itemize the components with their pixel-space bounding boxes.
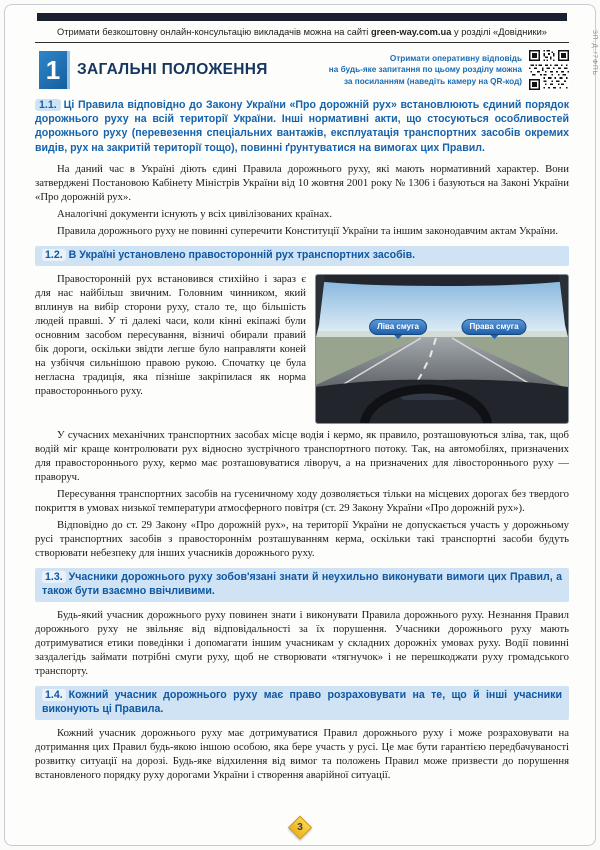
lane-label-right: Права смуга (461, 319, 526, 335)
paragraph-know-rules: Будь-який учасник дорожнього руху повинен знати і виконувати Правила дорожнього руху. Незнання Правил дорожнього руху не звільняє від відповідальності за їх порушення. Учасники дорожнього руху мають дотримуватися етики поведінки і допомагати іншим учасникам у складних дорожніх умовах руху. Водії повинні заздалегідь займати потрібні смуги руху, щоб не створювати «тягнучок» і не перешкоджати руху громадського транспорту. (35, 608, 569, 677)
chapter-title: ЗАГАЛЬНІ ПОЛОЖЕННЯ (77, 61, 268, 78)
section-1-3 (35, 568, 569, 602)
paragraph-mutual-expectation: Кожний учасник дорожнього руху має дотримуватися Правил дорожнього руху і може розраховувати на дотримання цих Правил будь-якою іншою особою, яка бере участь у русі. Це має бути гарантією передбачуваності розвитку ситуації на дорозі. Будь-яке відхилення від вимог та положень Правил може призвести до порушення встановленого порядку руху дорогами України і створення аварійної ситуації. (35, 726, 569, 781)
qr-note-line-3: за посиланням (наведіть камеру на QR-код) (343, 76, 522, 86)
road-photo-illustration (316, 275, 568, 423)
top-notice-pre: Отримати безкоштовну онлайн-консультацію викладачів можна на сайті (57, 27, 371, 37)
top-decorative-bar (37, 13, 567, 21)
section-1-3-title: Учасники дорожнього руху зобов'язані знати й неухильно виконувати вимоги цих Правил, а також бути взаємно ввічливими. (42, 570, 562, 597)
section-1-4-number: 1.4. (42, 689, 66, 701)
paragraph-analogous-docs: Аналогічні документи існують у всіх цивілізованих країнах. (57, 207, 333, 220)
section-1-1 (35, 98, 569, 155)
header-rule (35, 42, 569, 43)
section-1-2-number: 1.2. (42, 249, 66, 261)
top-notice-post: у розділі «Довідники» (451, 27, 547, 37)
section-1-3-number: 1.3. (42, 571, 66, 583)
qr-code-icon (529, 50, 569, 90)
side-print-code: ЗП.Д./7ФПЬ (591, 30, 598, 76)
page-number: 3 (297, 822, 303, 833)
top-notice (35, 26, 569, 42)
qr-note-line-2: на будь-яке запитання по цьому розділу можна (328, 65, 522, 75)
paragraph-steering-position: У сучасних механічних транспортних засобах місце водія і кермо, як правило, розташовуються зліва, так, щоб водій міг краще контролювати рух відносно зустрічного транспортного потоку. Так, на автомобілях, призначених для правостороннього руху, кермо має розташовуватися ліворуч, а на призначених для лівостороннього руху — праворуч. (35, 428, 569, 483)
page-sheet (4, 4, 596, 846)
lane-label-left: Ліва смуга (369, 319, 427, 335)
road-figure (315, 274, 569, 424)
qr-note-line-1: Отримати оперативну відповідь (389, 54, 522, 64)
paragraph-tracked-vehicles: Пересування транспортних засобів на гусеничному ходу дозволяється тільки на місцевих дорогах без твердого покриття в умовах низької температури атмосферного повітря (ст. 29 Закону України «Про дорожній рух»). (35, 487, 569, 514)
paragraph-right-hand-history: Правосторонній рух встановився стихійно і зараз є для нас найбільш звичним. Головним чинником, який вплинув на вибір сторони руху, стало те, що більшість людей правші. У ті далекі часи, коли кінні екіпажі були основним засобом пересування, візничі обирали правий бік дороги, оскільки звідти легше було направляти коней на узбіччя сильнішою правою рукою. Спочатку це була негласна традиція, яка пізніше закріпилася як норма правостороннього руху. (35, 272, 306, 397)
paragraph-constitution: Правила дорожнього руху не повинні суперечити Конституції України та іншим законодавчим актам України. (57, 224, 559, 237)
section-1-4-title: Кожний учасник дорожнього руху має право розраховувати на те, що й інші учасники виконують ці Правила. (42, 688, 562, 715)
chapter-number-tile: 1 (39, 51, 67, 89)
section-1-1-text: Ці Правила відповідно до Закону України «Про дорожній рух» встановлюють єдиний порядок дорожнього руху на всій території України. Інші нормативні акти, що стосуються особливостей дорожнього руху (перевезення спеціальних вантажів, експлуатація транспортних засобів окремих видів, рух на закритій території тощо), повинні ґрунтуватися на вимогах цих Правил. (35, 99, 569, 154)
section-1-2 (35, 246, 569, 266)
paragraph-right-steering-ban: Відповідно до ст. 29 Закону «Про дорожній рух», на території України не допускається участь у дорожньому русі транспортних засобів з правостороннім розташуванням керма, оскільки такі транспортні засоби будуть створювати небезпеку для інших учасників дорожнього руху. (35, 518, 569, 559)
qr-block (329, 50, 569, 90)
section-1-4 (35, 686, 569, 720)
qr-note (329, 53, 522, 86)
site-link[interactable]: green-way.com.ua (370, 27, 452, 37)
paragraph-rules-basis: На даний час в Україні діють єдині Правила дорожнього руху, які мають нормативний характер. Вони затверджені Постановою Кабінету Міністрів України від 10 жовтня 2001 року № 1306 і базуються на Законі України «Про дорожній рух». (35, 162, 569, 203)
section-1-2-title: В Україні установлено правосторонній рух транспортних засобів. (68, 248, 416, 261)
chapter-header (39, 50, 569, 90)
section-1-1-number: 1.1. (35, 99, 61, 111)
